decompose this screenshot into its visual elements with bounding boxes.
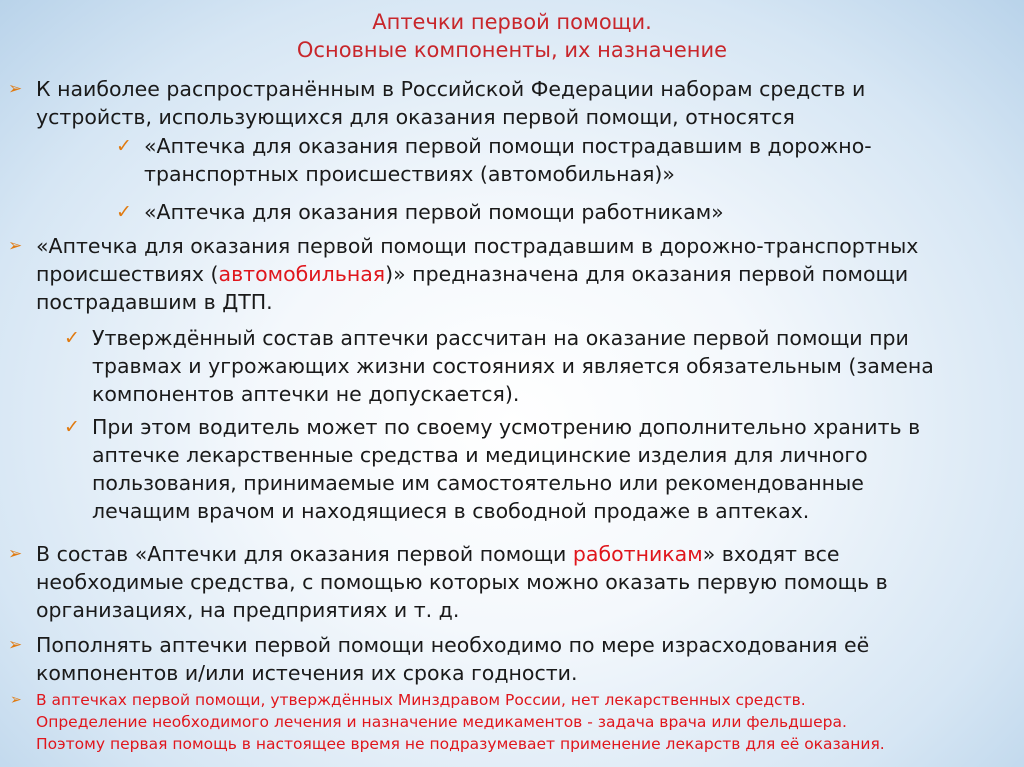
check-1-line-1: «Аптечка для оказания первой помощи пострадавшим в дорожно- xyxy=(144,134,872,158)
bullet-3-line-1 xyxy=(36,541,839,568)
bullet-2-text: происшествиях ( xyxy=(36,262,219,286)
arrow-bullet-icon: ➢ xyxy=(8,544,23,564)
check-3-line-2: травмах и угрожающих жизни состояниях и является обязательным (замена xyxy=(92,354,934,378)
check-3-line-3: компонентов аптечки не допускается). xyxy=(92,382,520,406)
highlight-workers: работникам xyxy=(572,542,703,566)
arrow-bullet-icon: ➢ xyxy=(8,635,23,655)
bullet-2-line-2 xyxy=(36,261,908,288)
bullet-1-line-1: К наиболее распространённым в Российской Федерации наборам средств и xyxy=(36,77,866,101)
bullet-4-line-1: Пополнять аптечки первой помощи необходимо по мере израсходования её xyxy=(36,633,870,657)
check-4-line-2: аптечке лекарственные средства и медицинские изделия для личного xyxy=(92,443,868,467)
bullet-3-text: » входят все xyxy=(702,542,840,566)
check-1-line-2: транспортных происшествиях (автомобильная)» xyxy=(144,162,675,186)
bullet-4-line-2: компонентов и/или истечения их срока годности. xyxy=(36,661,578,685)
arrow-bullet-icon: ➢ xyxy=(10,692,22,708)
check-bullet-icon: ✓ xyxy=(116,135,132,157)
note-line-2: Определение необходимого лечения и назначение медикаментов - задача врача или фельдшера. xyxy=(36,713,847,731)
bullet-3-line-3: организациях, на предприятиях и т. д. xyxy=(36,598,460,622)
check-bullet-icon: ✓ xyxy=(116,201,132,223)
highlight-automobile: автомобильная xyxy=(218,262,386,286)
check-bullet-icon: ✓ xyxy=(64,416,80,438)
check-bullet-icon: ✓ xyxy=(64,327,80,349)
check-4-line-1: При этом водитель может по своему усмотрению дополнительно хранить в xyxy=(92,415,921,439)
check-3-line-1: Утверждённый состав аптечки рассчитан на оказание первой помощи при xyxy=(92,326,909,350)
bullet-2-line-3: пострадавшим в ДТП. xyxy=(36,290,273,314)
arrow-bullet-icon: ➢ xyxy=(8,79,23,99)
slide-title-line-2: Основные компоненты, их назначение xyxy=(296,38,728,62)
check-4-line-3: пользования, принимаемые им самостоятельно или рекомендованные xyxy=(92,471,864,495)
bullet-2-line-1: «Аптечка для оказания первой помощи пострадавшим в дорожно-транспортных xyxy=(36,234,919,258)
bullet-2-text: )» предназначена для оказания первой помощи xyxy=(385,262,909,286)
bullet-3-line-2: необходимые средства, с помощью которых можно оказать первую помощь в xyxy=(36,570,888,594)
arrow-bullet-icon: ➢ xyxy=(8,236,23,256)
check-4-line-4: лечащим врачом и находящиеся в свободной продаже в аптеках. xyxy=(92,499,810,523)
slide-title-line-1: Аптечки первой помощи. xyxy=(372,10,652,34)
check-2-line-1: «Аптечка для оказания первой помощи работникам» xyxy=(144,200,724,224)
bullet-1-line-2: устройств, использующихся для оказания первой помощи, относятся xyxy=(36,105,795,129)
note-line-1: В аптечках первой помощи, утверждённых Минздравом России, нет лекарственных средств. xyxy=(36,691,806,709)
note-line-3: Поэтому первая помощь в настоящее время не подразумевает применение лекарств для её оказания. xyxy=(36,735,885,753)
bullet-3-text: В состав «Аптечки для оказания первой помощи xyxy=(36,542,573,566)
